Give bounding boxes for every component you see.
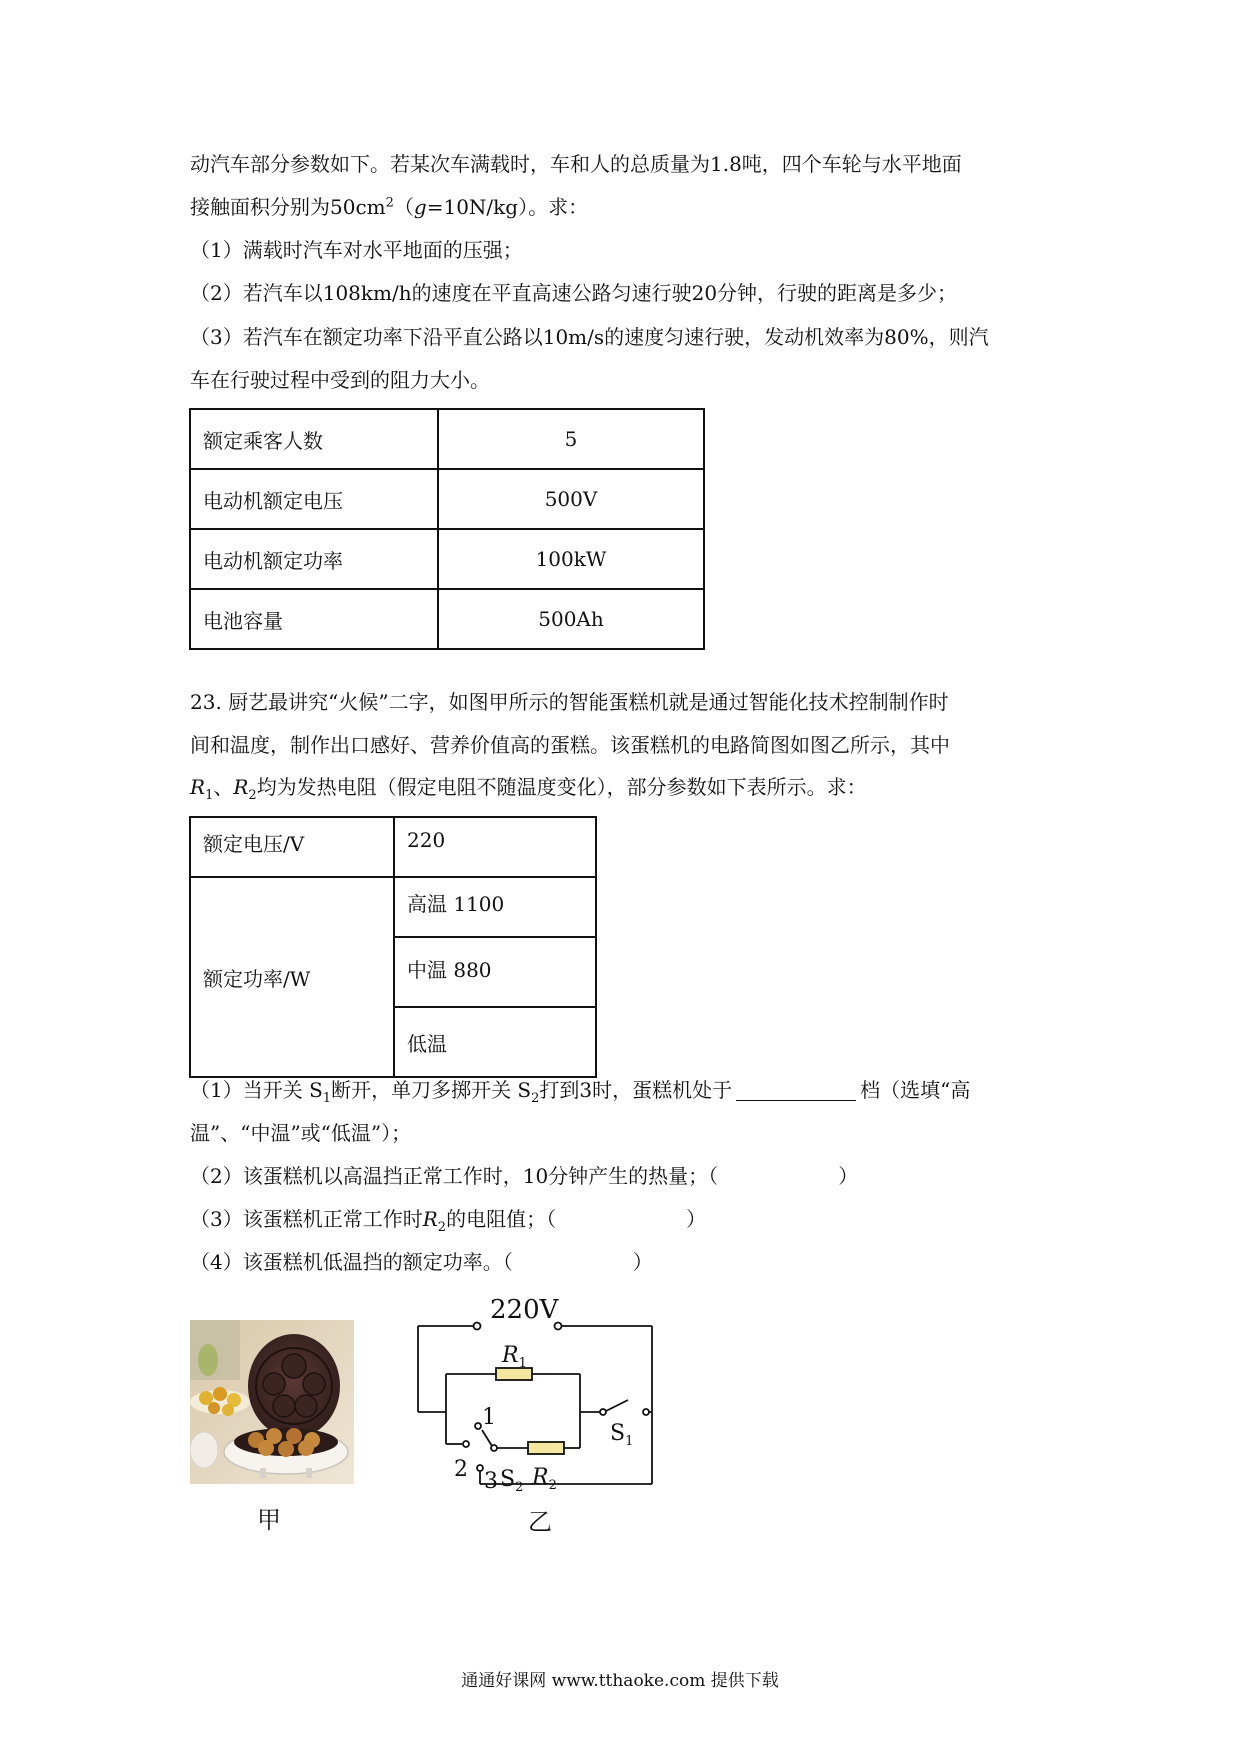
s1-label: $S_1$ xyxy=(610,1421,634,1449)
param-value: 500Ah xyxy=(438,589,704,649)
q23-sub1: （1）当开关 $S_1$断开，单刀多掷开关 $S_2$打到3时，蛋糕机处于 档（选填“高 xyxy=(190,1078,971,1106)
terminal-2-label: 2 xyxy=(454,1457,468,1482)
cake-machine-photo xyxy=(190,1320,354,1484)
figure-label-jia: 甲 xyxy=(257,1506,281,1534)
circuit-diagram xyxy=(410,1288,660,1498)
s2-label: $S_2$ xyxy=(500,1467,524,1495)
page-footer: 通通好课网 www.tthaoke.com 提供下载 xyxy=(461,1671,779,1691)
power-high: 高温 1100 xyxy=(394,877,596,937)
q22-sub2: （2）若汽车以108km/h的速度在平直高速公路匀速行驶20分钟，行驶的距离是多少； xyxy=(190,281,958,305)
param-label: 电动机额定电压 xyxy=(190,469,438,529)
ev-params-table xyxy=(189,408,705,650)
q23-sub1-line2: 温”、“中温”或“低温”）； xyxy=(190,1121,412,1145)
terminal-1-label: 1 xyxy=(482,1405,496,1430)
voltage-label: 额定电压/V xyxy=(190,817,394,877)
r2-label: $R_2$ xyxy=(532,1465,557,1493)
param-value: 5 xyxy=(438,409,704,469)
cake-params-table xyxy=(189,816,597,1078)
table-row xyxy=(190,817,596,877)
q22-intro-line1: 动汽车部分参数如下。若某次车满载时，车和人的总质量为1.8吨，四个车轮与水平地面 xyxy=(190,152,962,176)
table-row xyxy=(190,469,704,529)
q23-sub3: （3）该蛋糕机正常工作时$R_2$的电阻值；（ ） xyxy=(190,1207,707,1235)
param-label: 电池容量 xyxy=(190,589,438,649)
q22-sub3-line2: 车在行驶过程中受到的阻力大小。 xyxy=(190,368,490,392)
q23-sub2: （2）该蛋糕机以高温挡正常工作时，10分钟产生的热量；（ ） xyxy=(190,1164,859,1188)
r1-label: $R_1$ xyxy=(502,1343,527,1371)
power-low: 低温 xyxy=(394,1007,596,1077)
voltage-value: 220 xyxy=(394,817,596,877)
param-label: 额定乘客人数 xyxy=(190,409,438,469)
figure-label-yi: 乙 xyxy=(528,1508,552,1536)
table-row xyxy=(190,529,704,589)
q23-line2: 间和温度，制作出口感好、营养价值高的蛋糕。该蛋糕机的电路简图如图乙所示，其中 xyxy=(190,733,950,757)
table-row xyxy=(190,589,704,649)
power-label: 额定功率/W xyxy=(190,877,394,1077)
answer-blank[interactable] xyxy=(736,1078,856,1101)
param-value: 100kW xyxy=(438,529,704,589)
q23-sub4: （4）该蛋糕机低温挡的额定功率。（ ） xyxy=(190,1250,653,1274)
q22-sub1: （1）满载时汽车对水平地面的压强； xyxy=(190,238,523,262)
terminal-3-label: 3 xyxy=(484,1469,498,1494)
power-mid: 中温 880 xyxy=(394,937,596,1007)
q23-line1: 23. 厨艺最讲究“火候”二字，如图甲所示的智能蛋糕机就是通过智能化技术控制制作时 xyxy=(190,690,949,714)
q22-intro-line2: 接触面积分别为$50cm^2(g=10N/kg)$。求： xyxy=(190,195,589,219)
table-row xyxy=(190,409,704,469)
q22-sub3-line1: （3）若汽车在额定功率下沿平直公路以10m/s的速度匀速行驶，发动机效率为80%，则汽 xyxy=(190,325,989,349)
param-value: 500V xyxy=(438,469,704,529)
table-row xyxy=(190,877,596,937)
voltage-label: 220V xyxy=(490,1295,559,1325)
param-label: 电动机额定功率 xyxy=(190,529,438,589)
q23-line3: $R_1$、$R_2$均为发热电阻（假定电阻不随温度变化），部分参数如下表所示。求： xyxy=(190,775,867,803)
